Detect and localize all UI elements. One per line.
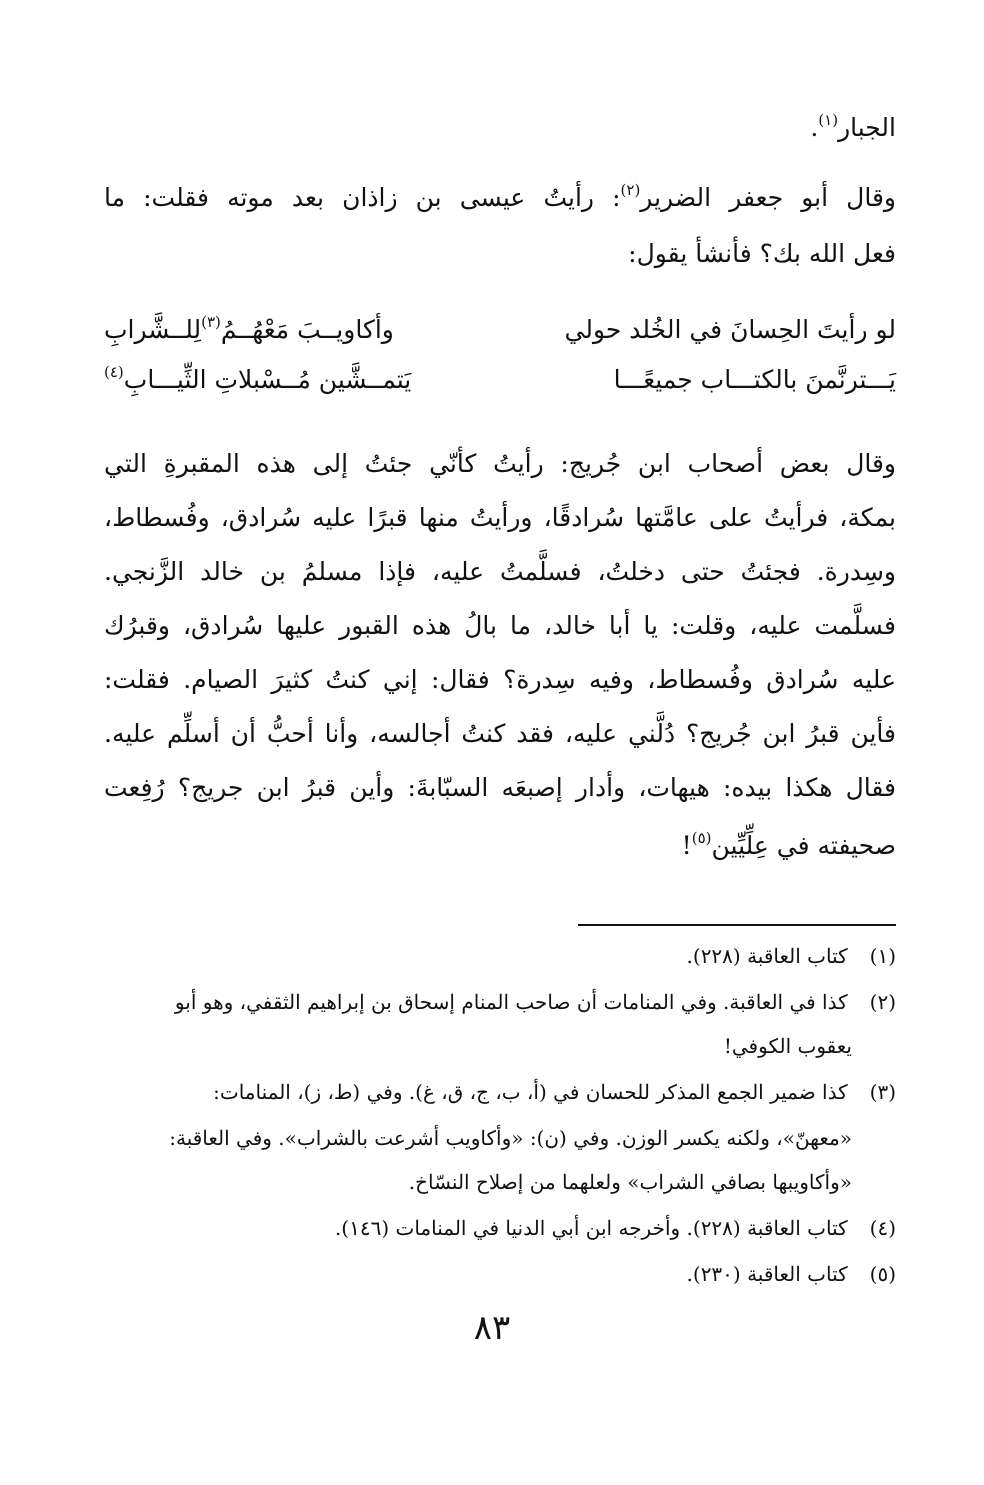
paragraph-2-line-8 <box>104 828 896 864</box>
footnote-ref-3[interactable]: (٣) <box>201 313 221 331</box>
page-number: ٨٣ <box>473 1308 511 1348</box>
paragraph-2-line-2: بمكة، فرأيتُ على عامَّتها سُرادقًا، ورأيتُ منها قبرًا عليه سُرادق، وفُسطاط، <box>104 503 896 532</box>
verse-hemistich-second <box>104 310 484 350</box>
footnote-2-continuation: يعقوب الكوفي! <box>723 1034 852 1058</box>
footnote-1 <box>104 942 896 970</box>
verse-hemistich-second <box>104 360 484 400</box>
footnote-ref-1[interactable]: (١) <box>818 111 839 129</box>
footnote-ref-5[interactable]: (٥) <box>691 829 712 847</box>
footnote-number: (٥) <box>869 1262 896 1286</box>
text-segment: وأكاويــبَ مَعْهُــمُ <box>220 315 394 344</box>
punctuation: ! <box>681 831 692 860</box>
text-segment: : رأيتُ عيسى بن زاذان بعد موته فقلت: ما <box>104 183 621 212</box>
paragraph-2-line-4: فسلَّمت عليه، وقلت: يا أبا خالد، ما بالُ هذه القبور عليها سُرادق، وقبرُك <box>104 611 896 640</box>
paragraph-2-line-3: وسِدرة. فجئتُ حتى دخلتُ، فسلَّمتُ عليه، فإذا مسلمُ بن خالد الزَّنجي. <box>104 557 896 586</box>
footnote-3 <box>104 1078 896 1106</box>
footnote-2 <box>104 988 896 1016</box>
footnote-text: كتاب العاقبة (٢٢٨). وأخرجه ابن أبي الدنيا في المنامات (١٤٦). <box>334 1216 848 1240</box>
footnote-text: كذا في العاقبة. وفي المنامات أن صاحب المنام إسحاق بن إبراهيم الثقفي، وهو أبو <box>174 990 848 1014</box>
footnote-ref-4[interactable]: (٤) <box>104 363 124 381</box>
text-segment: الجبار <box>838 113 896 142</box>
text-segment: لِلــشَّرابِ <box>104 315 202 344</box>
text-segment: صحيفته في عِلِّيِّين <box>711 831 896 860</box>
verse-line-1 <box>104 310 896 350</box>
verse-hemistich-first: لو رأيتَ الحِسانَ في الخُلد حولي <box>564 315 896 344</box>
paragraph-2-line-7: فقال هكذا بيده: هيهات، وأدار إصبعَه السبّابةَ: وأين قبرُ ابن جريج؟ رُفِعت <box>104 773 896 802</box>
footnote-text: كتاب العاقبة (٢٣٠). <box>686 1262 848 1286</box>
footnote-5 <box>104 1260 896 1288</box>
footnote-text: كتاب العاقبة (٢٢٨). <box>686 944 848 968</box>
footnote-4 <box>104 1214 896 1242</box>
footnote-number: (٤) <box>869 1216 896 1240</box>
paragraph-1-line-1 <box>104 180 896 216</box>
paragraph-1-line-2: فعل الله بك؟ فأنشأ يقول: <box>628 239 896 268</box>
text-segment: وقال أبو جعفر الضرير <box>640 183 896 212</box>
verse-hemistich-first: يَـــترنَّمنَ بالكتـــاب جميعًـــا <box>613 365 896 394</box>
punctuation: . <box>810 113 819 142</box>
footnote-3-continuation-1: «معهنّ»، ولكنه يكسر الوزن. وفي (ن): «وأكاويب أشرعت بالشراب». وفي العاقبة: <box>169 1126 852 1150</box>
footnote-separator <box>578 924 896 926</box>
text-segment: يَتمــشَّين مُــسْبلاتِ الثِّيـــابِ <box>123 365 412 394</box>
footnote-number: (٣) <box>869 1080 896 1104</box>
text-line-1 <box>104 110 896 146</box>
footnote-text: كذا ضمير الجمع المذكر للحسان في (أ، ب، ج، ق، غ). وفي (ط، ز)، المنامات: <box>213 1080 848 1104</box>
paragraph-2-line-5: عليه سُرادق وفُسطاط، وفيه سِدرة؟ فقال: إني كنتُ كثيرَ الصيام. فقلت: <box>104 665 896 694</box>
footnote-ref-2[interactable]: (٢) <box>620 181 641 199</box>
footnote-number: (١) <box>869 944 896 968</box>
footnote-number: (٢) <box>869 990 896 1014</box>
paragraph-2-line-1: وقال بعض أصحاب ابن جُريج: رأيتُ كأنّي جئتُ إلى هذه المقبرةِ التي <box>104 449 896 478</box>
footnote-3-continuation-2: «وأكاويبها بصافي الشراب» ولعلهما من إصلاح النسّاخ. <box>408 1170 852 1194</box>
verse-line-2 <box>104 360 896 400</box>
paragraph-2-line-6: فأين قبرُ ابن جُريج؟ دُلَّني عليه، فقد كنتُ أجالسه، وأنا أحبُّ أن أسلِّم عليه. <box>104 719 897 748</box>
